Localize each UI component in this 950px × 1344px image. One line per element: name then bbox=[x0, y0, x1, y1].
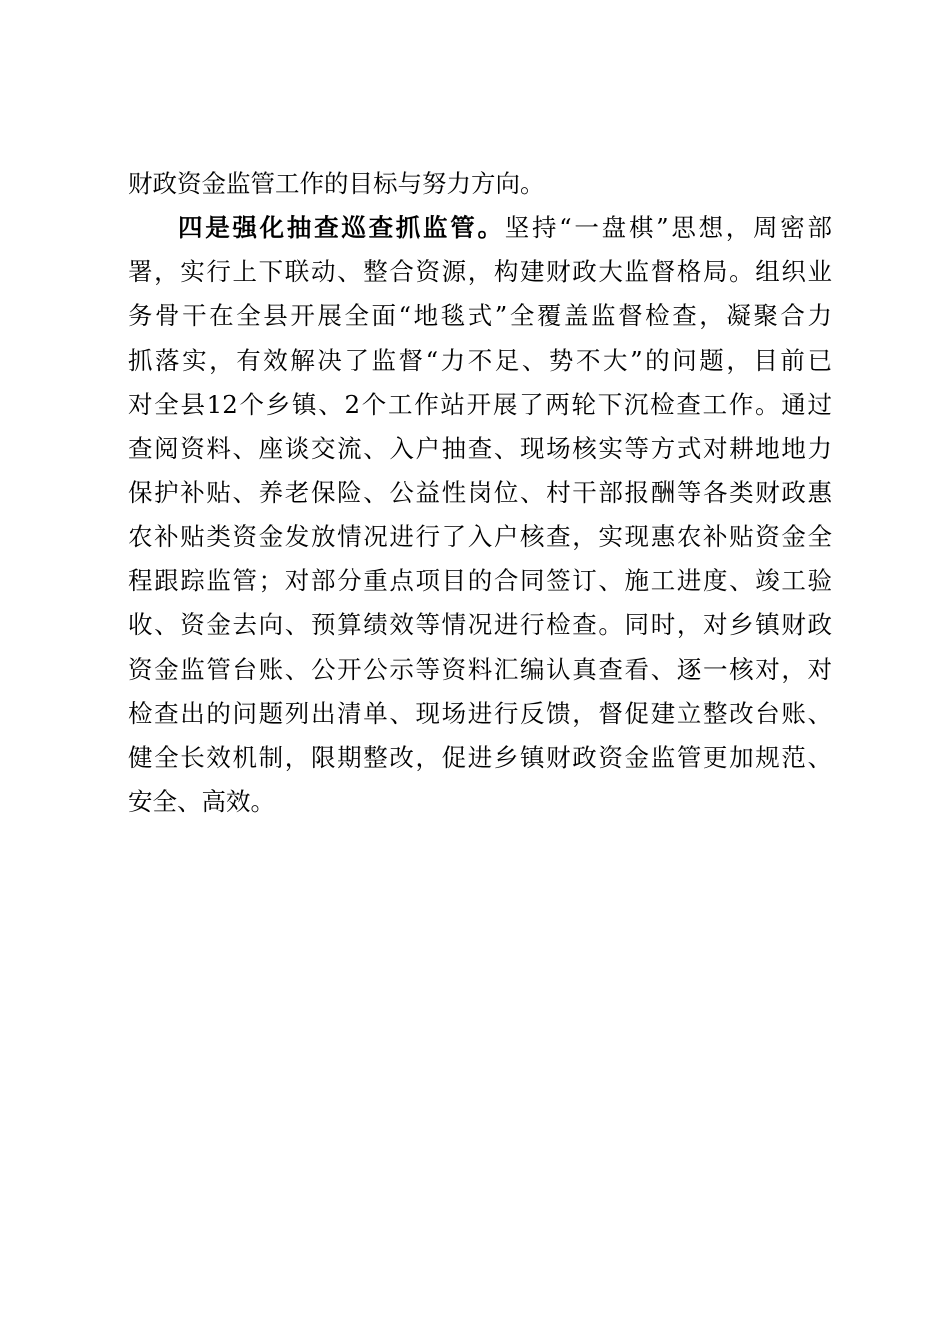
paragraph-line: 程跟踪监管；对部分重点项目的合同签订、施工进度、竣工验 bbox=[128, 566, 832, 596]
paragraph-line: 收、资金去向、预算绩效等情况进行检查。同时，对乡镇财政 bbox=[128, 610, 832, 640]
body-text bbox=[128, 162, 832, 824]
paragraph-first-line bbox=[128, 206, 832, 250]
paragraph-line: 署，实行上下联动、整合资源，构建财政大监督格局。组织业 bbox=[128, 257, 832, 287]
paragraph-line: 检查出的问题列出清单、现场进行反馈，督促建立整改台账、 bbox=[128, 698, 832, 728]
paragraph-line: 资金监管台账、公开公示等资料汇编认真查看、逐一核对，对 bbox=[128, 654, 832, 684]
paragraph-heading: 四是强化抽查巡查抓监管。 bbox=[178, 213, 505, 243]
paragraph-line: 务骨干在全县开展全面“地毯式”全覆盖监督检查，凝聚合力 bbox=[128, 301, 832, 331]
paragraph-line: 农补贴类资金发放情况进行了入户核查，实现惠农补贴资金全 bbox=[128, 522, 832, 552]
paragraph-line: 对全县12个乡镇、2个工作站开展了两轮下沉检查工作。通过 bbox=[128, 389, 832, 419]
paragraph-line: 保护补贴、养老保险、公益性岗位、村干部报酬等各类财政惠 bbox=[128, 477, 832, 507]
continuation-line: 财政资金监管工作的目标与努力方向。 bbox=[128, 169, 545, 198]
paragraph-last-line: 安全、高效。 bbox=[128, 786, 275, 816]
paragraph-line-text: 坚持“一盘棋”思想，周密部 bbox=[504, 213, 832, 243]
paragraph-line: 抓落实，有效解决了监督“力不足、势不大”的问题，目前已 bbox=[128, 345, 832, 375]
paragraph-line: 查阅资料、座谈交流、入户抽查、现场核实等方式对耕地地力 bbox=[128, 433, 832, 463]
paragraph-line: 健全长效机制，限期整改，促进乡镇财政资金监管更加规范、 bbox=[128, 742, 832, 772]
